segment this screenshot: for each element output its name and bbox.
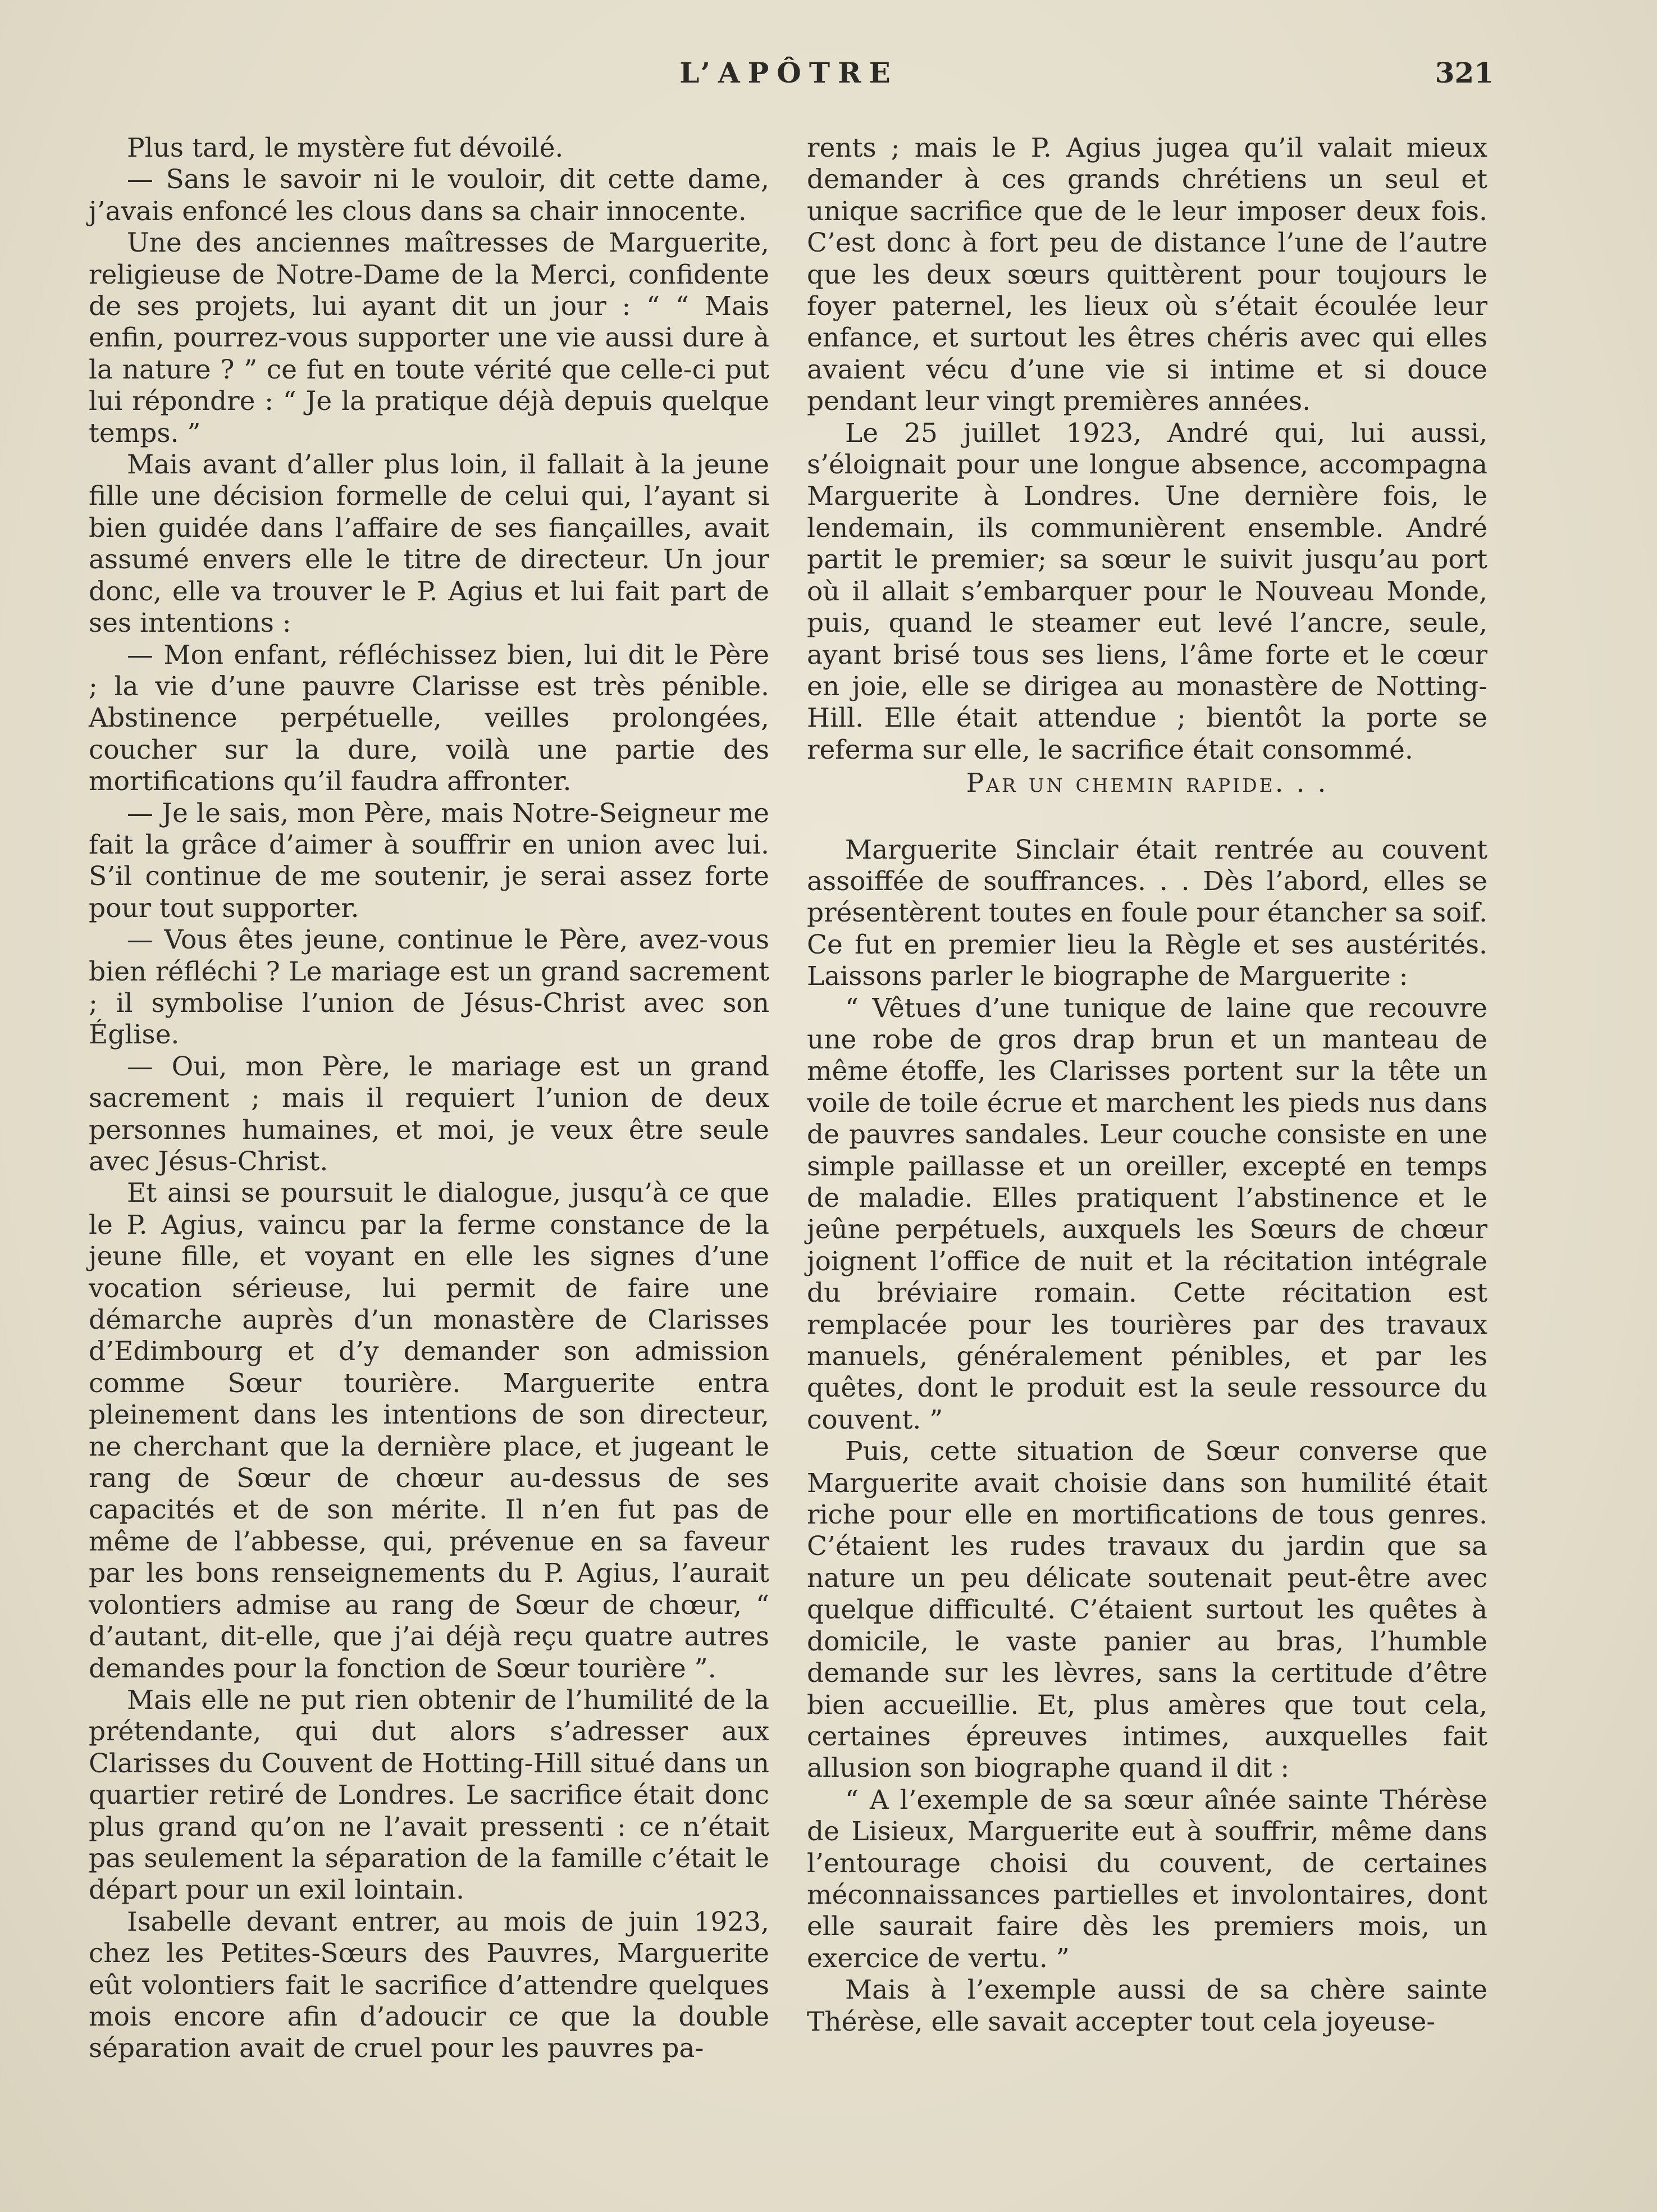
paragraph: Mais avant d’aller plus loin, il fallait à la jeune fille une décision formelle de celui qui, l’ayant si bien guidée dans l’affaire de ses fiançailles, avait assumé envers elle le titre de directeur. Un jour donc, elle va trouver le P. Agius et lui fait part de ses intentions : bbox=[89, 449, 769, 639]
paragraph: — Vous êtes jeune, continue le Père, avez-vous bien réfléchi ? Le mariage est un grand sacrement ; il symbolise l’union de Jésus-Christ avec son Église. bbox=[89, 924, 769, 1051]
left-column bbox=[89, 133, 769, 2065]
page-number: 321 bbox=[1435, 56, 1494, 89]
paragraph: Isabelle devant entrer, au mois de juin 1923, chez les Petites-Sœurs des Pauvres, Marguerite eût volontiers fait le sacrifice d’attendre quelques mois encore afin d’adoucir ce que la double séparation avait de cruel pour les pauvres pa- bbox=[89, 1906, 769, 2064]
section-heading: Par un chemin rapide. . . bbox=[966, 768, 1329, 799]
paragraph: — Sans le savoir ni le vouloir, dit cette dame, j’avais enfoncé les clous dans sa chair innocente. bbox=[89, 164, 769, 227]
paragraph: rents ; mais le P. Agius jugea qu’il valait mieux demander à ces grands chrétiens un seul et unique sacrifice que de le leur imposer deux fois. C’est donc à fort peu de distance l’une de l’autre que les deux sœurs quittèrent pour toujours le foyer paternel, les lieux où s’était écoulée leur enfance, et surtout les êtres chéris avec qui elles avaient vécu d’une vie si intime et si douce pendant leur vingt premières années. bbox=[807, 133, 1487, 417]
paragraph: Puis, cette situation de Sœur converse que Marguerite avait choisie dans son humilité était riche pour elle en mortifications de tous genres. C’étaient les rudes travaux du jardin que sa nature un peu délicate soutenait peut-être avec quelque difficulté. C’étaient surtout les quêtes à domicile, le vaste panier au bras, l’humble demande sur les lèvres, sans la certitude d’être bien accueillie. Et, plus amères que tout cela, certaines épreuves intimes, auxquelles fait allusion son biographe quand il dit : bbox=[807, 1436, 1487, 1784]
paragraph: Plus tard, le mystère fut dévoilé. bbox=[127, 133, 564, 163]
paragraph: Une des anciennes maîtresses de Marguerite, religieuse de Notre-Dame de la Merci, confidente de ses projets, lui ayant dit un jour : “ “ Mais enfin, pourrez-vous supporter une vie aussi dure à la nature ? ” ce fut en toute vérité que celle-ci put lui répondre : “ Je la pratique déjà depuis quelque temps. ” bbox=[89, 227, 769, 449]
paragraph: Mais à l’exemple aussi de sa chère sainte Thérèse, elle savait accepter tout cela joyeuse- bbox=[807, 1974, 1487, 2037]
paragraph: “ A l’exemple de sa sœur aînée sainte Thérèse de Lisieux, Marguerite eut à souffrir, même dans l’entourage choisi du couvent, de certaines méconnaissances partielles et involontaires, dont elle saurait faire dès les premiers mois, un exercice de vertu. ” bbox=[807, 1784, 1487, 1974]
paragraph: “ Vêtues d’une tunique de laine que recouvre une robe de gros drap brun et un manteau de même étoffe, les Clarisses portent sur la tête un voile de toile écrue et marchent les pieds nus dans de pauvres sandales. Leur couche consiste en une simple paillasse et un oreiller, excepté en temps de maladie. Elles pratiquent l’abstinence et le jeûne perpétuels, auxquels les Sœurs de chœur joignent l’office de nuit et la récitation intégrale du bréviaire romain. Cette récitation est remplacée pour les tourières par des travaux manuels, généralement pénibles, et par les quêtes, dont le produit est la seule ressource du couvent. ” bbox=[807, 992, 1487, 1435]
paragraph: Le 25 juillet 1923, André qui, lui aussi, s’éloignait pour une longue absence, accompagna Marguerite à Londres. Une dernière fois, le lendemain, ils communièrent ensemble. André partit le premier; sa sœur le suivit jusqu’au port où il allait s’embarquer pour le Nouveau Monde, puis, quand le steamer eut levé l’ancre, seule, ayant brisé tous ses liens, l’âme forte et le cœur en joie, elle se dirigea au monastère de Notting-Hill. Elle était attendue ; bientôt la porte se referma sur elle, le sacrifice était consommé. bbox=[807, 417, 1487, 765]
paragraph: Marguerite Sinclair était rentrée au couvent assoiffée de souffrances. . . Dès l’abord, elles se présentèrent toutes en foule pour étancher sa soif. Ce fut en premier lieu la Règle et ses austérités. Laissons parler le biographe de Marguerite : bbox=[807, 834, 1487, 992]
paragraph: — Je le sais, mon Père, mais Notre-Seigneur me fait la grâce d’aimer à souffrir en union avec lui. S’il continue de me soutenir, je serai assez forte pour tout supporter. bbox=[89, 797, 769, 924]
running-head bbox=[84, 56, 1494, 101]
running-title: L’APÔTRE bbox=[679, 56, 898, 89]
paragraph: — Oui, mon Père, le mariage est un grand sacrement ; mais il requiert l’union de deux personnes humaines, et moi, je veux être seule avec Jésus-Christ. bbox=[89, 1051, 769, 1177]
paragraph: — Mon enfant, réfléchissez bien, lui dit le Père ; la vie d’une pauvre Clarisse est très pénible. Abstinence perpétuelle, veilles prolongées, coucher sur la dure, voilà une partie des mortifications qu’il faudra affronter. bbox=[89, 639, 769, 797]
paragraph: Mais elle ne put rien obtenir de l’humilité de la prétendante, qui dut alors s’adresser aux Clarisses du Couvent de Hotting-Hill situé dans un quartier retiré de Londres. Le sacrifice était donc plus grand qu’on ne l’avait pressenti : ce n’était pas seulement la séparation de la famille c’était le départ pour un exil lointain. bbox=[89, 1684, 769, 1906]
paragraph: Et ainsi se poursuit le dialogue, jusqu’à ce que le P. Agius, vaincu par la ferme constance de la jeune fille, et voyant en elle les signes d’une vocation sérieuse, lui permit de faire une démarche auprès d’un monastère de Clarisses d’Edimbourg et d’y demander son admission comme Sœur tourière. Marguerite entra pleinement dans les intentions de son directeur, ne cherchant que la dernière place, et jugeant le rang de Sœur de chœur au-dessus de ses capacités et de son mérite. Il n’en fut pas de même de l’abbesse, qui, prévenue en sa faveur par les bons renseignements du P. Agius, l’aurait volontiers admise au rang de Sœur de chœur, “ d’autant, dit-elle, que j’ai déjà reçu quatre autres demandes pour la fonction de Sœur tourière ”. bbox=[89, 1178, 769, 1684]
right-column bbox=[807, 133, 1487, 2038]
